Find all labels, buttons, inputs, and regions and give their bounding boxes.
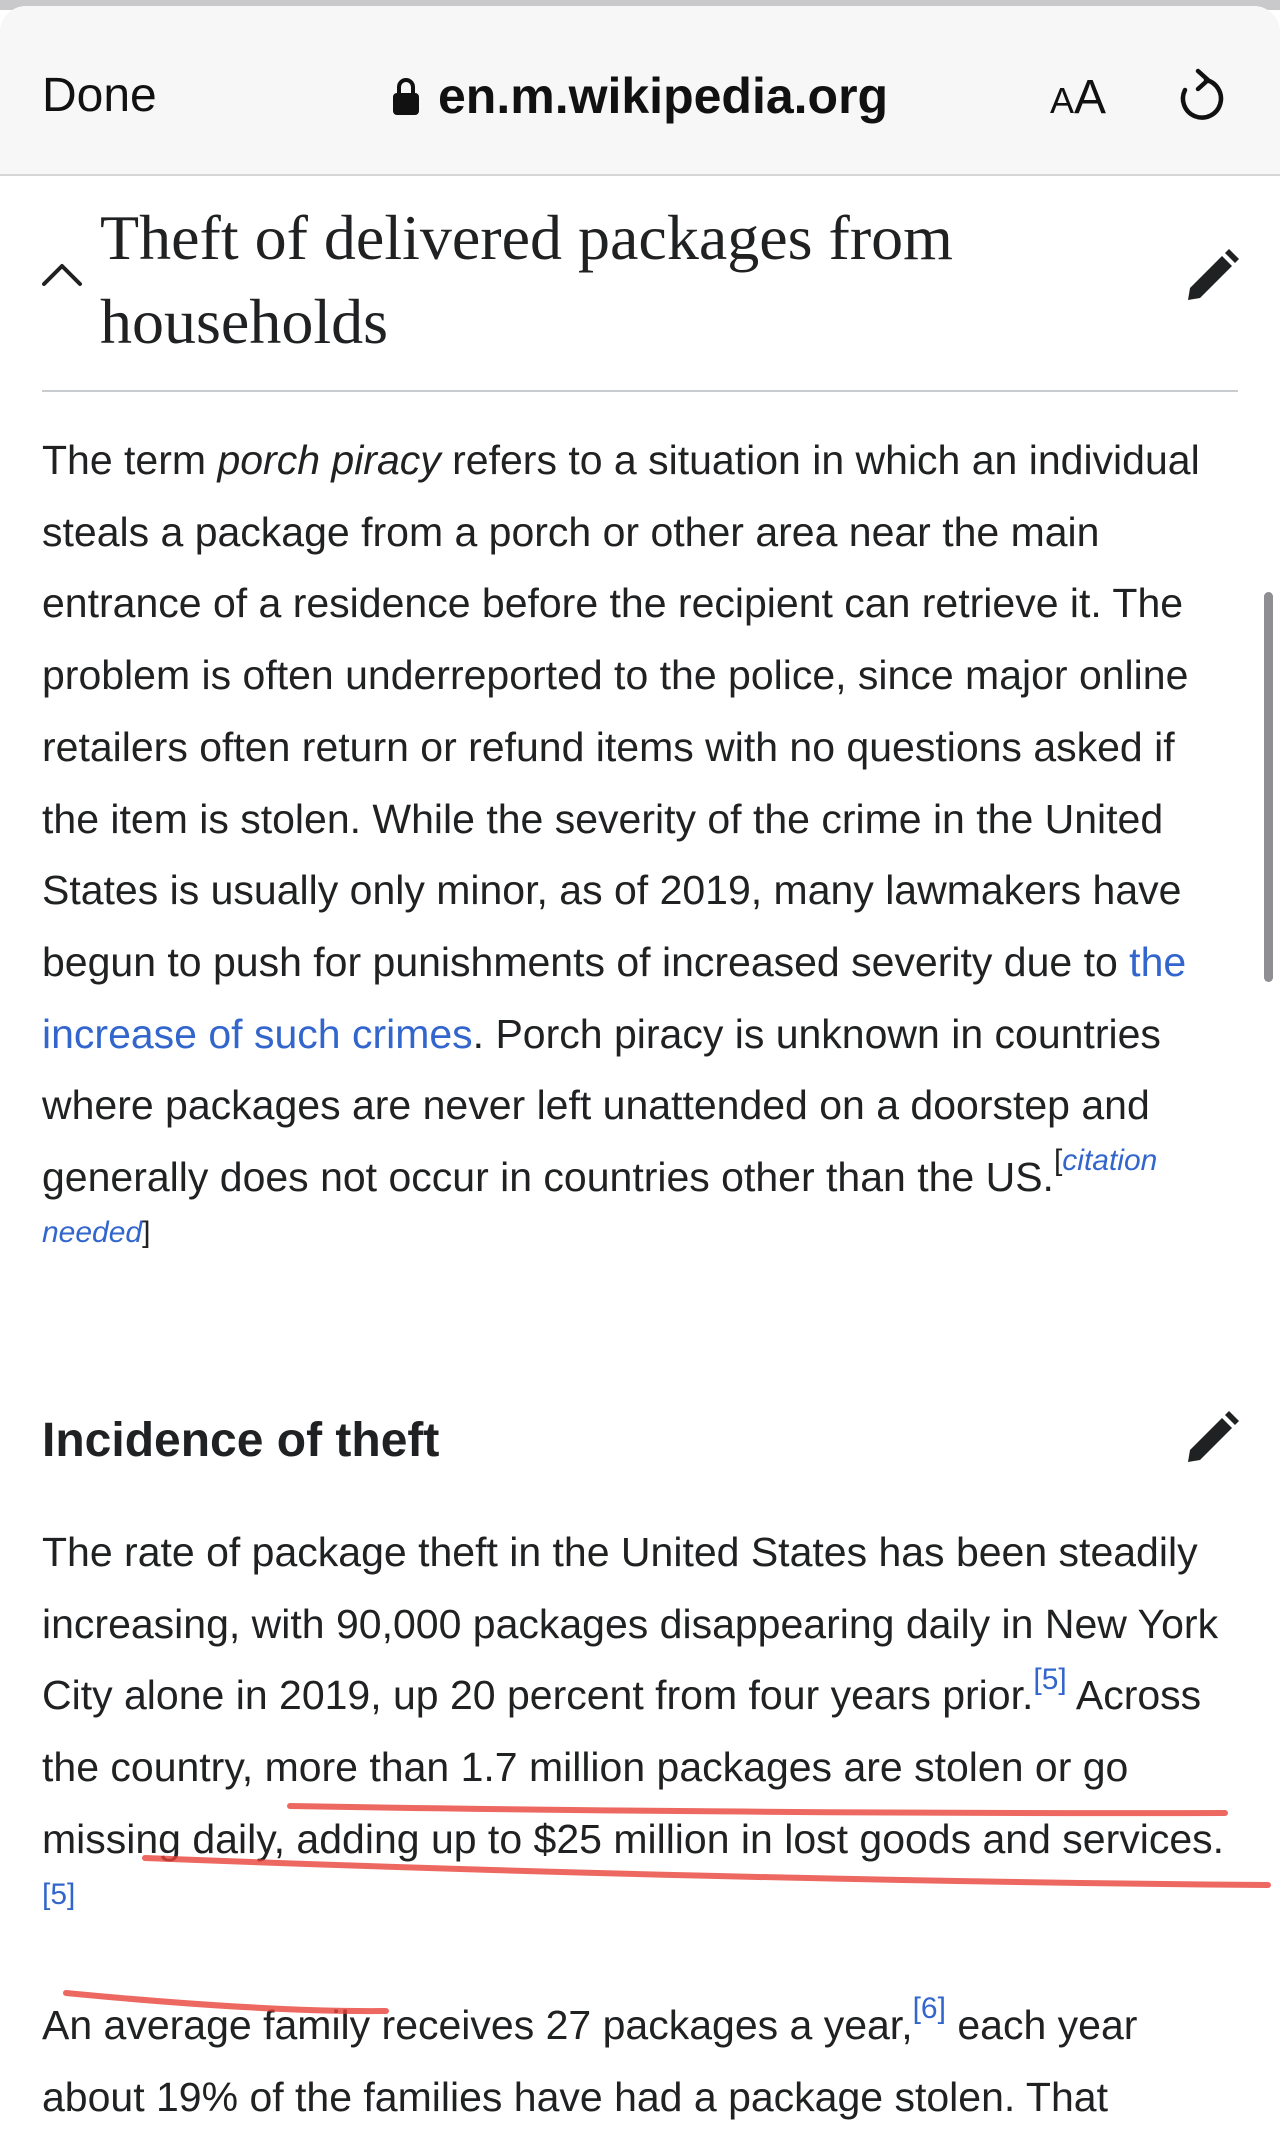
- reload-icon[interactable]: [1172, 68, 1228, 128]
- section-title: Theft of delivered packages from households: [100, 202, 953, 357]
- citation-needed-link[interactable]: citation needed: [42, 1144, 1158, 1250]
- text-size-big-glyph: A: [1074, 71, 1107, 124]
- scrollbar-thumb[interactable]: [1264, 592, 1273, 982]
- reference-link[interactable]: [6]: [912, 1992, 946, 2026]
- intro-paragraph: [42, 425, 1242, 1285]
- p3-text-2: each year about 19% of the families have had a package stolen. That: [42, 2002, 1138, 2120]
- porch-piracy-term: porch piracy: [217, 437, 441, 483]
- p1-text-2: refers to a situation in which an individual steals a package from a porch or other area near the main entrance of a residence before the recipient can retrieve it. The problem is often underreported to the police, since major online retailers often return or refund items with no questions asked if the item is stolen. While the severity of the crime in the United States is usually only minor, as of 2019, many lawmakers have begun to push for punishments of increased severity due to: [42, 437, 1200, 985]
- done-button[interactable]: Done: [42, 69, 157, 122]
- edit-pencil-icon[interactable]: [1184, 248, 1240, 304]
- edit-pencil-icon[interactable]: [1184, 1410, 1240, 1466]
- reference-link[interactable]: [5]: [42, 1877, 76, 1911]
- url-text: en.m.wikipedia.org: [438, 68, 889, 124]
- family-paragraph: [42, 1990, 1242, 2133]
- lock-icon: [392, 76, 420, 116]
- reference-link[interactable]: [5]: [1033, 1662, 1067, 1696]
- collapse-chevron-icon[interactable]: [38, 256, 86, 292]
- p2-text-1: The rate of package theft in the United States has been steadily increasing, with 90,000 packages disappearing daily in New York City alone in 2019, up 20 percent from four years prior.: [42, 1529, 1219, 1719]
- reference-6: [913, 1992, 946, 2025]
- reference-5: [1033, 1663, 1066, 1696]
- text-size-small-glyph: A: [1050, 80, 1075, 121]
- cite-bracket-open: [: [1053, 1144, 1063, 1178]
- section-divider: [42, 390, 1238, 392]
- reference-5: [42, 1878, 75, 1911]
- p1-text-1: The term: [42, 437, 218, 483]
- address-bar[interactable]: [392, 64, 888, 128]
- p2-text-2: Across the country, more than 1.7 million packages are stolen or go missing daily, adding up to $25 million in lost goods and services.: [42, 1672, 1225, 1862]
- cite-bracket-close: ]: [142, 1216, 151, 1250]
- incidence-heading: Incidence of theft: [42, 1414, 440, 1467]
- text-size-button[interactable]: [1050, 68, 1106, 128]
- browser-toolbar: [0, 6, 1280, 176]
- incidence-paragraph: [42, 1517, 1242, 1947]
- p1-text-3: . Porch piracy is unknown in countries where packages are never left unattended on a doorstep and generally does not occur in countries other than the US.: [42, 1010, 1161, 1201]
- increase-of-crimes-link[interactable]: the increase of such crimes: [42, 938, 1187, 1057]
- p3-text-1: An average family receives 27 packages a year,: [42, 2002, 913, 2048]
